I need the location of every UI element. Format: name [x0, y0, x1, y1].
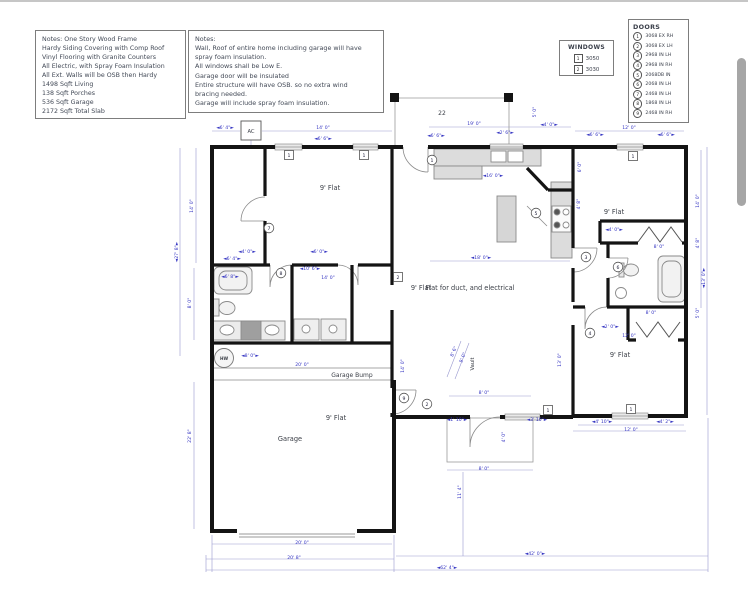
schedule-value: 2968 IN RH	[645, 63, 672, 69]
door-marker-number: 8	[279, 271, 283, 277]
dimension-label: ◄2' 0"►	[601, 325, 619, 330]
schedule-row	[633, 109, 684, 119]
room-label: Garage Bump	[331, 372, 373, 379]
door-marker-number: 4	[588, 331, 592, 337]
schedule-value: 3050	[585, 55, 600, 62]
kitchen-sink	[508, 151, 523, 162]
porch-post	[504, 93, 513, 102]
note-line: All Electric, with Spray Foam Insulation	[42, 63, 165, 70]
room-label: 9' Flat	[410, 284, 432, 292]
schedule-value: 1868 IN LH	[645, 101, 672, 107]
front-porch	[390, 93, 513, 145]
note-line: Notes: One Story Wood Frame	[42, 36, 137, 43]
windows-schedule-rows	[564, 53, 609, 75]
door-number-marker: 9	[633, 109, 642, 118]
sink	[220, 325, 234, 335]
dimension-label: 13' 0"	[558, 353, 563, 367]
dimension-label: 14' 0"	[316, 126, 330, 131]
window-marker-number: 1	[287, 153, 291, 159]
note-line: Garage will include spray foam insulation.	[195, 99, 330, 108]
dimension-label: ◄18' 0"►	[470, 256, 492, 261]
schedule-value: 3068 EX LH	[645, 43, 673, 49]
rear-porch	[447, 418, 533, 462]
door-marker-number: 9	[402, 396, 406, 402]
note-line: 536 Sqft Garage	[42, 99, 94, 106]
dimension-label: 19' 0"	[467, 122, 481, 127]
note-line: 138 Sqft Porches	[42, 90, 96, 97]
schedule-value: 3068 EX RH	[645, 34, 674, 40]
dimension-label: 5' 0"	[696, 307, 701, 319]
dimension-label: ◄6' 4"►	[223, 257, 241, 262]
dimension-lines	[180, 127, 708, 572]
garage-door	[239, 534, 355, 537]
dimension-label: 14' 0"	[696, 194, 701, 208]
schedule-row	[633, 42, 684, 52]
dimension-label: 14' 0"	[190, 199, 195, 213]
door-number-marker: 3	[633, 51, 642, 60]
kitchen-sink	[491, 151, 506, 162]
dimension-label: 8' 0"	[478, 467, 490, 472]
windows-schedule-title: WINDOWS	[568, 44, 605, 51]
vertical-scrollbar-thumb[interactable]	[737, 58, 746, 206]
schedule-row	[633, 32, 684, 42]
note-line: 2172 Sqft Total Slab	[42, 108, 105, 115]
sink	[616, 288, 627, 299]
dimension-label: 12' 0"	[622, 126, 636, 131]
schedule-value: 2468 IN LH	[645, 91, 672, 97]
note-line: Entire structure will have OSB. so no extra wind	[195, 80, 348, 89]
porch-post	[390, 93, 399, 102]
room-label: Vault	[470, 357, 476, 371]
room-label: HW	[219, 356, 229, 361]
dimension-label: 22' 8"	[188, 429, 193, 443]
dimension-label: ◄6' 6"►	[314, 137, 332, 142]
door-number-marker: 5	[633, 70, 642, 79]
dimension-label: 14' 0"	[401, 359, 406, 373]
windows-schedule	[559, 40, 614, 76]
dimension-label: 12' 0"	[622, 334, 636, 339]
dimension-label: 8' 0"	[653, 245, 665, 250]
schedule-value: 3030	[585, 66, 600, 73]
kitchen-counter	[434, 149, 541, 166]
room-label: Garage	[277, 435, 303, 443]
window-marker-number: 1	[362, 153, 366, 159]
door-number-marker: 6	[633, 80, 642, 89]
door-marker-number: 5	[534, 211, 538, 217]
note-line: Garage door will be insulated	[195, 71, 289, 80]
dimension-label: 8' 0"	[478, 391, 490, 396]
dimension-label: 8' 6"	[450, 345, 459, 358]
notes-box-general	[35, 30, 186, 119]
room-label: AC	[247, 129, 255, 135]
schedule-row	[633, 90, 684, 100]
room-label: 9' Flat	[325, 414, 347, 422]
notes-box-insulation	[188, 30, 384, 113]
door-marker-number: 2	[425, 402, 429, 408]
dimension-label: ◄4' 2"►	[656, 420, 674, 425]
doors-schedule-rows	[633, 32, 684, 118]
window-marker-number: 1	[629, 407, 633, 413]
door-number-marker: 7	[633, 90, 642, 99]
window-marker-number: 2	[396, 275, 400, 281]
room-label: Flat for duct, and electrical	[425, 284, 515, 292]
note-line: Hardy Siding Covering with Comp Roof	[42, 45, 165, 52]
dimension-label: ◄4' 0"►	[238, 250, 256, 255]
door-marker-number: 6	[616, 265, 620, 271]
toilet	[624, 264, 639, 276]
dimension-label: ◄62' 4"►	[436, 566, 458, 571]
schedule-value: 2068 IN LH	[645, 82, 672, 88]
room-label: 22	[438, 110, 446, 117]
dimension-label: ◄42' 0"►	[524, 552, 546, 557]
vanity-cabinet	[241, 321, 261, 340]
dimension-label: 9' 0"	[459, 351, 468, 364]
room-label: 9' Flat	[603, 208, 625, 216]
note-line: Wall, Roof of entire home including garage will have	[195, 44, 362, 53]
door-number-marker: 8	[633, 99, 642, 108]
dimension-label: 12' 0"	[624, 428, 638, 433]
toilet	[219, 302, 235, 315]
note-line: bracing needed.	[195, 89, 248, 98]
schedule-row	[633, 80, 684, 90]
note-line: Notes:	[195, 35, 216, 43]
dimension-label: 4' 8"	[577, 198, 582, 210]
dimension-label: 8' 0"	[188, 297, 193, 309]
dimension-label: 11' 4"	[458, 485, 463, 499]
kitchen-island	[497, 196, 516, 242]
dimension-label: ◄6' 6"►	[586, 133, 604, 138]
dimension-label: ◄13' 0"►	[702, 267, 707, 289]
dimension-label: 20' 0"	[295, 363, 309, 368]
window-marker-number: 1	[546, 408, 550, 414]
window-marker-number: 1	[631, 154, 635, 160]
dimension-label: 6' 0"	[578, 161, 583, 173]
dimension-label: ◄16' 0"►	[482, 174, 504, 179]
dimension-label: ◄2' 6"►	[496, 131, 514, 136]
window-number-marker: 2	[574, 65, 583, 74]
dimension-label: ◄6' 6"►	[657, 133, 675, 138]
schedule-row	[633, 51, 684, 61]
dimension-label: ◄4' 10"►	[591, 420, 613, 425]
door-number-marker: 1	[633, 32, 642, 41]
doors-schedule-title: DOORS	[633, 23, 661, 31]
interior-walls	[212, 147, 686, 417]
note-line: Vinyl Flooring with Granite Counters	[42, 54, 157, 61]
dimension-label: 8' 0"	[645, 311, 657, 316]
schedule-value: 2468 IN RH	[645, 111, 672, 117]
schedule-row	[564, 64, 609, 75]
door-marker-number: 7	[267, 226, 271, 232]
dimension-label: 20' 0"	[295, 541, 309, 546]
schedule-row	[564, 53, 609, 64]
sink	[265, 325, 279, 335]
schedule-value: 2968 IN LH	[645, 53, 672, 59]
schedule-row	[633, 61, 684, 71]
dimension-label: ◄1' 10"►	[446, 418, 468, 423]
dimension-label: 4' 0"	[502, 431, 507, 443]
dimension-label: ◄6' 8"►	[221, 275, 239, 280]
room-label: 9' Flat	[609, 351, 631, 359]
dimension-label: ◄4' 0"►	[605, 228, 623, 233]
schedule-row	[633, 99, 684, 109]
note-line: 1498 Sqft Living	[42, 81, 94, 88]
window-number-marker: 1	[574, 54, 583, 63]
dimension-label: ◄3' 10"►	[526, 418, 548, 423]
door-marker-number: 3	[584, 255, 588, 261]
dimension-label: ◄27' 8"►	[175, 241, 180, 263]
note-line: All Ext. Walls will be OSB then Hardy	[42, 72, 158, 79]
dimension-label: ◄6' 4"►	[216, 126, 234, 131]
doors-schedule	[628, 19, 689, 123]
room-label: 9' Flat	[319, 184, 341, 192]
door-number-marker: 2	[633, 42, 642, 51]
dimension-label: 20' 8"	[287, 556, 301, 561]
dimension-label: 5' 0"	[533, 106, 538, 118]
dimension-label: ◄4' 0"►	[540, 123, 558, 128]
schedule-value: 2068DB IN	[645, 72, 671, 78]
note-line: All windows shall be Low E.	[195, 62, 283, 71]
dimension-label: ◄6' 6"►	[427, 134, 445, 139]
schedule-row	[633, 70, 684, 80]
dimension-label: ◄6' 0"►	[310, 250, 328, 255]
note-line: spray foam insulation.	[195, 53, 267, 62]
dimension-label: 14' 0"	[321, 276, 335, 281]
door-marker-number: 1	[430, 158, 434, 164]
dimension-label: ◄8' 0"►	[241, 354, 259, 359]
door-number-marker: 4	[633, 61, 642, 70]
dimension-label: 4' 8"	[696, 237, 701, 249]
dimension-label: ◄10' 6"►	[299, 267, 321, 272]
